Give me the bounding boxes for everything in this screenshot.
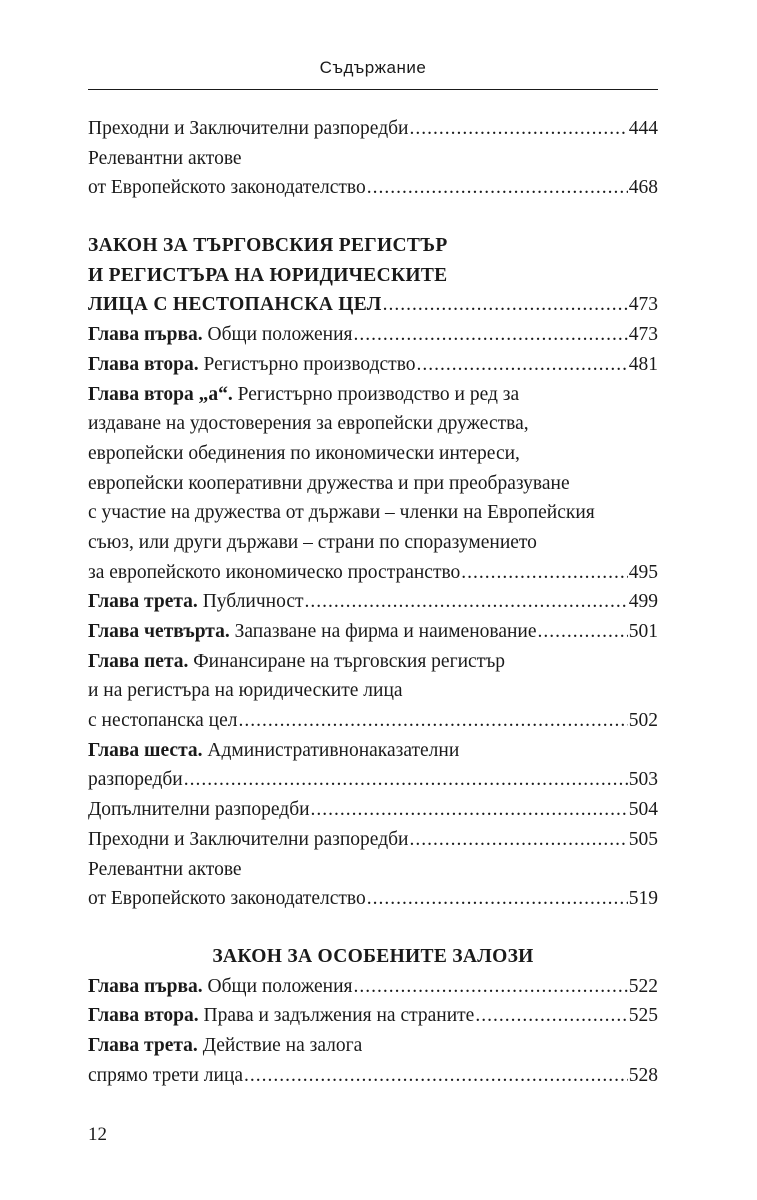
chapter-title-line: с участие на дружества от държави – членки на Европейския bbox=[88, 502, 595, 524]
header-rule bbox=[88, 89, 658, 90]
chapter-title: Запазване на фирма и наименование bbox=[229, 621, 537, 642]
toc-entry-chapter-4[interactable] bbox=[88, 617, 658, 647]
chapter-title: Общи положения bbox=[202, 975, 353, 997]
chapter-label: Глава първа. bbox=[88, 324, 203, 346]
toc-page-number: 525 bbox=[628, 1005, 658, 1027]
chapter-label: Глава четвърта. bbox=[88, 621, 230, 642]
chapter-title: Регистърно производство bbox=[198, 353, 416, 375]
toc-entry-text: от Европейското законодателство bbox=[88, 177, 366, 199]
leader-dots bbox=[184, 765, 628, 795]
law-title-line: И РЕГИСТЪРА НА ЮРИДИЧЕСКИТЕ bbox=[88, 264, 448, 286]
leader-dots bbox=[354, 972, 628, 1002]
chapter-title-line: европейски обединения по икономически интереси, bbox=[88, 442, 520, 464]
toc-entry-chapter-2[interactable] bbox=[88, 350, 658, 380]
running-head-title: Съдържание bbox=[319, 58, 427, 77]
law-title-line: ЛИЦА С НЕСТОПАНСКА ЦЕЛ bbox=[88, 294, 382, 316]
toc-entry-chapter-1[interactable] bbox=[88, 320, 658, 350]
toc-entry-text: Преходни и Заключителни разпоредби bbox=[88, 118, 409, 139]
toc-entry-chapter-2a-line[interactable] bbox=[88, 380, 658, 410]
toc-entry-chapter-3[interactable] bbox=[88, 1061, 658, 1091]
toc-page-number: 495 bbox=[628, 561, 658, 583]
leader-dots bbox=[417, 350, 628, 380]
chapter-label: Глава първа. bbox=[88, 975, 203, 997]
leader-dots bbox=[244, 1061, 628, 1091]
leader-dots bbox=[409, 825, 627, 855]
chapter-label: Глава шеста. bbox=[88, 739, 203, 761]
law-title[interactable]: ЗАКОН ЗА ОСОБЕНИТЕ ЗАЛОЗИ bbox=[212, 945, 534, 967]
leader-dots bbox=[239, 706, 628, 736]
chapter-title-line: и на регистъра на юридическите лица bbox=[88, 680, 403, 702]
leader-dots bbox=[461, 558, 627, 588]
toc-entry-text: Допълнителни разпоредби bbox=[88, 799, 310, 821]
chapter-title: Права и задължения на страните bbox=[198, 1005, 475, 1027]
toc-entry-text: от Европейското законодателство bbox=[88, 888, 366, 910]
leader-dots bbox=[383, 290, 628, 320]
toc-entry-chapter-6[interactable] bbox=[88, 765, 658, 795]
toc-entry-transitional-505[interactable] bbox=[88, 825, 658, 855]
toc-page-number: 444 bbox=[628, 118, 658, 139]
chapter-title: Общи положения bbox=[202, 324, 353, 346]
leader-dots bbox=[475, 1001, 627, 1031]
chapter-label: Глава трета. bbox=[88, 1034, 198, 1056]
leader-dots bbox=[311, 795, 628, 825]
toc-page-number: 473 bbox=[628, 324, 658, 346]
toc-page-number: 502 bbox=[628, 710, 658, 732]
toc-page-number: 522 bbox=[628, 975, 658, 997]
leader-dots bbox=[538, 617, 628, 647]
leader-dots bbox=[367, 884, 628, 914]
chapter-title-line: съюз, или други държави – страни по споразумението bbox=[88, 531, 537, 553]
chapter-label: Глава втора. bbox=[88, 1005, 199, 1027]
toc-entry-chapter-1[interactable] bbox=[88, 972, 658, 1002]
chapter-title: Публичност bbox=[197, 591, 304, 613]
toc-entry-chapter-5-line[interactable] bbox=[88, 647, 658, 677]
toc-entry-text-line: Релевантни актове bbox=[88, 858, 242, 880]
chapter-title-line: за европейското икономическо пространство bbox=[88, 561, 461, 583]
toc-entry-chapter-2a[interactable] bbox=[88, 558, 658, 588]
toc-entry-chapter-3[interactable] bbox=[88, 587, 658, 617]
toc-entry-transitional-444[interactable] bbox=[88, 114, 658, 144]
table-of-contents bbox=[88, 114, 658, 1090]
toc-entry-additional[interactable] bbox=[88, 795, 658, 825]
chapter-title-line: разпоредби bbox=[88, 769, 183, 791]
toc-entry-text-line: Релевантни актове bbox=[88, 147, 242, 169]
toc-page-number: 468 bbox=[628, 177, 658, 199]
chapter-label: Глава пета. bbox=[88, 650, 189, 672]
chapter-title: Регистърно производство и ред за bbox=[232, 383, 520, 405]
chapter-label: Глава втора „а“. bbox=[88, 383, 233, 405]
toc-entry-text: Преходни и Заключителни разпоредби bbox=[88, 828, 409, 850]
toc-page-number: 473 bbox=[628, 294, 658, 316]
chapter-title: Административнонаказателни bbox=[202, 739, 460, 761]
toc-page-number: 505 bbox=[628, 828, 658, 850]
leader-dots bbox=[409, 114, 627, 144]
toc-entry-law-trade-register[interactable] bbox=[88, 290, 658, 320]
chapter-title: Финансиране на търговския регистър bbox=[188, 650, 506, 672]
toc-entry-chapter-5[interactable] bbox=[88, 706, 658, 736]
chapter-label: Глава втора. bbox=[88, 353, 199, 375]
chapter-title: Действие на залога bbox=[197, 1034, 363, 1056]
toc-page-number: 528 bbox=[628, 1064, 658, 1086]
toc-page-number: 519 bbox=[628, 888, 658, 910]
toc-entry-relevant-519[interactable] bbox=[88, 884, 658, 914]
law-title-line: ЗАКОН ЗА ТЪРГОВСКИЯ РЕГИСТЪР bbox=[88, 235, 448, 257]
page-number: 12 bbox=[88, 1124, 107, 1145]
chapter-title-line: с нестопанска цел bbox=[88, 710, 238, 732]
chapter-title-line: издаване на удостоверения за европейски дружества, bbox=[88, 413, 529, 435]
section-gap bbox=[88, 914, 658, 942]
toc-page-number: 503 bbox=[628, 769, 658, 791]
leader-dots bbox=[367, 173, 628, 203]
toc-entry-chapter-2[interactable] bbox=[88, 1001, 658, 1031]
chapter-title-line: спрямо трети лица bbox=[88, 1064, 244, 1086]
toc-entry-chapter-3-line[interactable] bbox=[88, 1031, 658, 1061]
chapter-label: Глава трета. bbox=[88, 591, 198, 613]
toc-entry-relevant-468[interactable] bbox=[88, 173, 658, 203]
toc-page-number: 481 bbox=[628, 353, 658, 375]
toc-page-number: 499 bbox=[628, 591, 658, 613]
toc-entry-chapter-6-line[interactable] bbox=[88, 736, 658, 766]
section-gap bbox=[88, 203, 658, 231]
leader-dots bbox=[354, 320, 628, 350]
toc-page-number: 501 bbox=[628, 621, 658, 642]
leader-dots bbox=[305, 587, 628, 617]
chapter-title-line: европейски кооперативни дружества и при преобразуване bbox=[88, 472, 570, 494]
toc-page-number: 504 bbox=[628, 799, 658, 821]
